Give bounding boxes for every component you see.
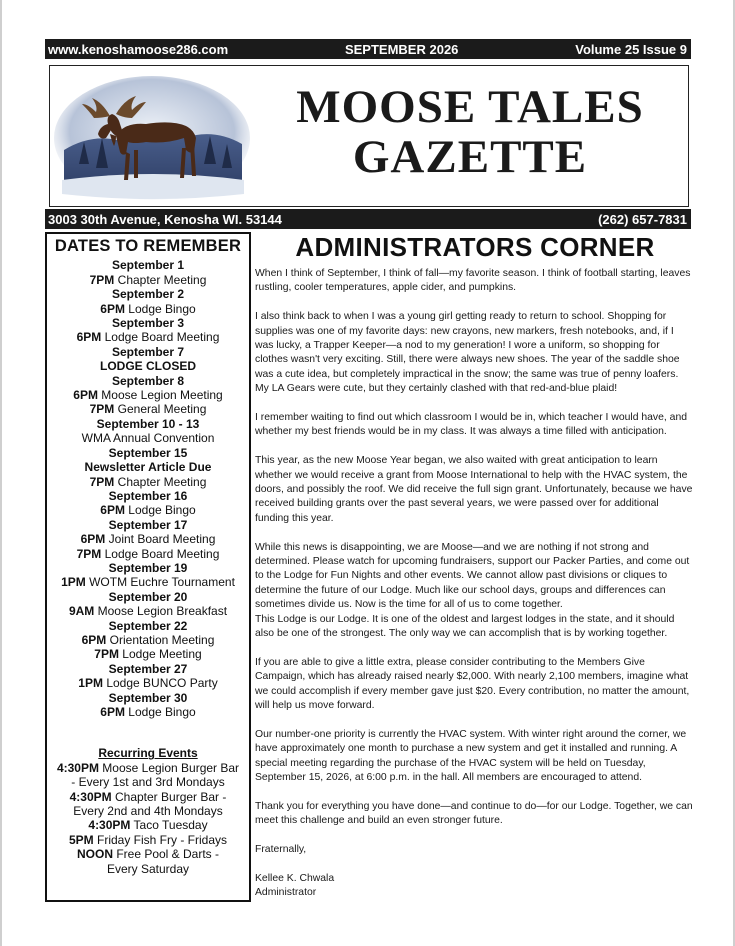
event-time: Newsletter Article Due: [84, 460, 212, 475]
recurring-event-line: [47, 775, 249, 789]
event-date: September 16: [108, 488, 188, 503]
event-line: [47, 388, 249, 402]
recurring-events-title: Recurring Events: [98, 746, 198, 761]
event-date: September 22: [108, 618, 188, 633]
masthead-title-line2: GAZETTE: [352, 131, 588, 183]
website-link[interactable]: www.kenoshamoose286.com: [48, 41, 229, 57]
event-date: September 15: [108, 445, 188, 460]
moose-illustration-icon: [54, 72, 250, 202]
article-paragraph: Thank you for everything you have done—and continue to do—for our Lodge. Together, we can meet this challenge and build an even stronger future.: [255, 800, 693, 827]
dates-to-remember-sidebar: [45, 232, 251, 902]
event-time: 7PM: [89, 474, 115, 489]
event-line: [47, 633, 249, 647]
event-line: [47, 431, 249, 445]
event-line: [47, 302, 249, 316]
event-text: Lodge Bingo: [124, 503, 196, 518]
event-line: [47, 460, 249, 474]
event-time: 6PM: [100, 503, 125, 518]
event-line: [47, 359, 249, 373]
recurring-event-text: Free Pool & Darts -: [112, 847, 220, 862]
masthead-title-line1: MOOSE TALES: [296, 81, 644, 133]
recurring-event-line: [47, 818, 249, 832]
recurring-event-line: [47, 833, 249, 847]
recurring-event-line: [47, 761, 249, 775]
signature-title: Administrator: [255, 887, 317, 899]
masthead-title: [255, 82, 685, 182]
event-text: Chapter Meeting: [114, 474, 207, 489]
event-text: Lodge Bingo: [124, 705, 196, 719]
recurring-event-text: Chapter Burger Bar -: [111, 789, 227, 804]
recurring-event-line: [47, 804, 249, 818]
event-date: September 8: [111, 373, 185, 388]
event-line: [47, 705, 249, 719]
article-paragraph: This year, as the new Moose Year began, we also waited with great anticipation to learn whether we would receive a grant from Moose International to help with the HVAC system, the doors, and possibly the roof. We did receive the full sign grant. Unfortunately, because we have received building grants over the past several years, we were passed over for additional funding this year.: [255, 455, 693, 524]
event-line: [47, 676, 249, 690]
event-line: [47, 402, 249, 416]
event-line: [47, 503, 249, 517]
event-line: [47, 330, 249, 344]
event-date: September 1: [111, 258, 185, 273]
recurring-event-time: 4:30PM: [88, 818, 131, 833]
article-paragraph: This Lodge is our Lodge. It is one of the oldest and largest lodges in the state, and it should also be one of the strongest. The only way we can accomplish that is by working together.: [255, 613, 675, 640]
masthead: [49, 65, 689, 207]
event-date: September 20: [108, 589, 188, 604]
recurring-event-line: [47, 790, 249, 804]
recurring-event-time: NOON: [76, 847, 113, 862]
recurring-event-text: Taco Tuesday: [130, 818, 208, 833]
event-text: WOTM Euchre Tournament: [85, 575, 235, 590]
event-text: Lodge BUNCO Party: [102, 676, 218, 691]
event-line: [47, 575, 249, 589]
top-info-bar: [45, 39, 691, 59]
event-text: WMA Annual Convention: [81, 431, 215, 446]
event-date: September 7: [111, 344, 185, 359]
event-text: Chapter Meeting: [114, 272, 207, 287]
article-paragraph: I also think back to when I was a young girl getting ready to return to school. Shopping for supplies was one of my favorite days: new crayons, new markers, fresh notebooks, and, if I was lucky, a Trapper Keeper—a nod to my generation! I wore a uniform, so shopping for clothes wasn't very exciting. Still, there were always new shoes. The year of the saddle shoe was a cute idea, but completely impractical in the snow; the same was true of penny loafers. My LA Gears were cute, but they certainly clashed with that red-and-blue plaid!: [255, 311, 680, 395]
event-text: Lodge Board Meeting: [101, 330, 220, 345]
lodge-address: 3003 30th Avenue, Kenosha WI. 53144: [48, 211, 282, 227]
page-edge-left: [0, 0, 2, 946]
issue-date: SEPTEMBER 2026: [344, 41, 459, 57]
recurring-event-time: 4:30PM: [69, 789, 112, 804]
event-line: [47, 604, 249, 618]
recurring-events-list: [47, 761, 249, 876]
event-text: General Meeting: [114, 402, 207, 417]
lodge-phone[interactable]: (262) 657-7831: [598, 211, 687, 227]
event-time: 6PM: [100, 705, 125, 719]
event-date: September 27: [108, 661, 188, 676]
event-time: 6PM: [73, 388, 98, 403]
event-time: 1PM: [61, 575, 86, 590]
article-paragraph: I remember waiting to find out which classroom I would be in, which teacher I would have, and whether my best friends would be in my class. It was always a time filled with anticipation.: [255, 412, 688, 438]
event-date: September 17: [108, 517, 188, 532]
event-text: Lodge Board Meeting: [101, 546, 220, 561]
event-time: 7PM: [89, 272, 115, 287]
event-text: Lodge Bingo: [124, 301, 196, 316]
event-time: 6PM: [100, 301, 125, 316]
event-time: LODGE CLOSED: [99, 359, 196, 374]
event-date: September 30: [108, 690, 188, 705]
event-text: Joint Board Meeting: [105, 532, 216, 547]
volume-issue: Volume 25 Issue 9: [575, 41, 687, 57]
sidebar-heading: DATES TO REMEMBER: [54, 237, 242, 255]
recurring-event-text: - Every 1st and 3rd Mondays: [71, 775, 225, 790]
event-line: [47, 547, 249, 561]
address-bar: [45, 209, 691, 229]
article-paragraphs: [255, 267, 693, 858]
recurring-event-line: [47, 862, 249, 876]
recurring-event-text: Friday Fish Fry - Fridays: [93, 832, 228, 847]
article-paragraph: Our number-one priority is currently the HVAC system. With winter right around the corner, we have approximately one month to purchase a new system and get it installed and running. A special meeting regarding the purchase of the HVAC system will be held on Tuesday, September 15, 2026, at 6:00 p.m. in the hall. All members are encouraged to attend.: [255, 728, 687, 784]
event-text: Moose Legion Meeting: [97, 388, 223, 403]
recurring-event-text: Every Saturday: [106, 861, 190, 876]
event-text: Orientation Meeting: [106, 632, 215, 647]
event-time: 7PM: [94, 647, 119, 662]
event-time: 6PM: [80, 532, 106, 547]
article-paragraph: When I think of September, I think of fall—my favorite season. I think of football starting, leaves rustling, cooler temperatures, apple cider, and pumpkins.: [255, 268, 691, 294]
recurring-event-line: [47, 847, 249, 861]
dates-list: [47, 258, 249, 719]
event-date: September 2: [111, 287, 185, 302]
event-time: 6PM: [76, 330, 102, 345]
recurring-event-text: Moose Legion Burger Bar: [98, 760, 240, 775]
signature-name: Kellee K. Chwala: [255, 872, 335, 884]
event-line: [47, 532, 249, 546]
event-text: Lodge Meeting: [118, 647, 202, 662]
event-time: 1PM: [78, 676, 103, 691]
article-paragraph: If you are able to give a little extra, please consider contributing to the Members Give Campaign, which has already raised nearly $2,000. With nearly 2,100 members, imagine what we could accomplish if every member gave just $20. Every contribution, no matter the amount, will help us move forward.: [255, 656, 690, 712]
article-paragraph: While this news is disappointing, we are Moose—and we are nothing if not strong and determined. Please watch for upcoming fundraisers, support our Packer Parties, and come out to the Lodge for Fun Nights and other events. We cannot allow past divisions or cliques to determine the future of our Lodge. Much like our school days, groups and differences can sometimes divide us. Now is the time for all of us to come together.: [255, 541, 690, 611]
article-paragraph: Fraternally,: [255, 844, 307, 856]
event-date: September 19: [108, 560, 188, 575]
article-body: [255, 267, 693, 901]
event-time: 9AM: [68, 604, 95, 619]
event-date: September 10 - 13: [96, 416, 200, 431]
event-text: Moose Legion Breakfast: [94, 604, 228, 619]
recurring-event-time: 4:30PM: [56, 760, 99, 775]
event-time: 7PM: [89, 402, 115, 417]
event-line: [47, 475, 249, 489]
recurring-event-text: Every 2nd and 4th Mondays: [73, 804, 223, 819]
event-time: 7PM: [76, 546, 102, 561]
article-title: ADMINISTRATORS CORNER: [295, 232, 655, 262]
event-line: [47, 647, 249, 661]
event-line: [47, 273, 249, 287]
recurring-event-time: 5PM: [68, 832, 94, 847]
event-date: September 3: [111, 316, 185, 331]
event-time: 6PM: [81, 632, 107, 647]
